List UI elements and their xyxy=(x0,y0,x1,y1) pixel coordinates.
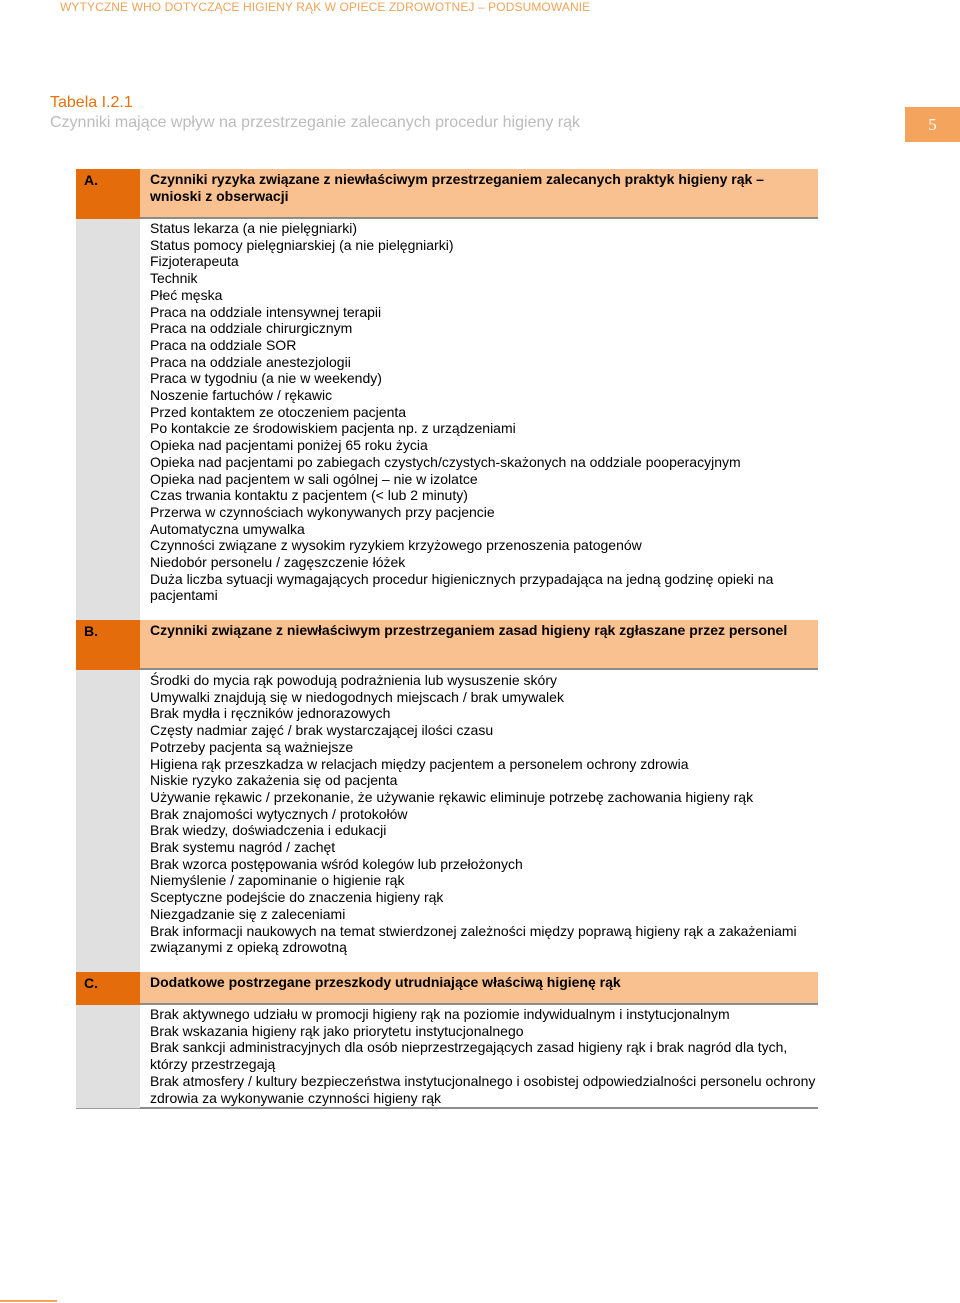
list-item: Brak atmosfery / kultury bezpieczeństwa instytucjonalnego i osobistej odpowiedzialności personelu ochrony zdrowia za wykonywanie czynności higieny rąk xyxy=(150,1072,816,1106)
list-item: Noszenie fartuchów / rękawic xyxy=(150,387,333,404)
list-item: Niezgadzanie się z zaleceniami xyxy=(150,905,346,922)
list-item: Automatyczna umywalka xyxy=(150,520,305,537)
list-item: Brak wzorca postępowania wśród kolegów lub przełożonych xyxy=(150,855,523,872)
list-item: Przed kontaktem ze otoczeniem pacjenta xyxy=(150,403,407,420)
section-b-header: Czynniki związane z niewłaściwym przestrzeganiem zasad higieny rąk zgłaszane przez personel xyxy=(140,620,818,670)
list-item: Praca na oddziale SOR xyxy=(150,336,297,353)
list-item: Płeć męska xyxy=(150,286,223,303)
list-item: Technik xyxy=(150,270,198,287)
list-item: Niemyślenie / zapominanie o higienie rąk xyxy=(150,872,405,889)
list-item: Przerwa w czynnościach wykonywanych przy pacjencie xyxy=(150,503,495,520)
section-a-header: Czynniki ryzyka związane z niewłaściwym przestrzeganiem zalecanych praktyk higieny rąk – wnioski z obserwacji xyxy=(140,169,818,219)
list-item: Używanie rękawic / przekonanie, że używanie rękawic eliminuje potrzebę zachowania higieny rąk xyxy=(150,788,754,805)
list-item: Brak znajomości wytycznych / protokołów xyxy=(150,805,408,822)
list-item: Brak aktywnego udziału w promocji higieny rąk na poziomie indywidualnym i instytucjonalnym xyxy=(150,1006,730,1022)
list-item: Brak informacji naukowych na temat stwierdzonej zależności między poprawą higieny rąk a zakażeniami związanymi z opieką zdrowotną xyxy=(150,922,797,956)
list-item: Opieka nad pacjentem w sali ogólnej – nie w izolatce xyxy=(150,470,478,487)
left-strip-rule xyxy=(76,1108,140,1109)
list-item: Po kontakcie ze środowiskiem pacjenta np. z urządzeniami xyxy=(150,420,516,437)
list-item: Czas trwania kontaktu z pacjentem (< lub 2 minuty) xyxy=(150,487,468,504)
page-number: 5 xyxy=(905,107,960,142)
list-item: Praca na oddziale anestezjologii xyxy=(150,353,351,370)
list-item: Brak wiedzy, doświadczenia i edukacji xyxy=(150,822,387,839)
list-item: Praca na oddziale intensywnej terapii xyxy=(150,303,382,320)
list-item: Praca w tygodniu (a nie w weekendy) xyxy=(150,370,382,387)
list-item: Niskie ryzyko zakażenia się od pacjenta xyxy=(150,772,398,789)
section-b-list xyxy=(150,672,818,956)
list-item: Opieka nad pacjentami po zabiegach czystych/czystych-skażonych na oddziale pooperacyjnym xyxy=(150,453,741,470)
list-item: Brak wskazania higieny rąk jako priorytetu instytucjonalnego xyxy=(150,1022,524,1039)
list-item: Niedobór personelu / zagęszczenie łóżek xyxy=(150,554,406,571)
table-label: Tabela I.2.1 xyxy=(50,94,133,111)
list-item: Status lekarza (a nie pielęgniarki) xyxy=(150,220,357,236)
section-a-letter: A. xyxy=(76,169,140,219)
list-item: Praca na oddziale chirurgicznym xyxy=(150,320,353,337)
list-item: Sceptyczne podejście do znaczenia higieny rąk xyxy=(150,889,444,906)
list-item: Brak mydła i ręczników jednorazowych xyxy=(150,705,391,722)
list-item: Duża liczba sytuacji wymagających procedur higienicznych przypadająca na jedną godzinę opieki na pacjentami xyxy=(150,570,774,604)
section-c-list xyxy=(150,1006,818,1106)
list-item: Higiena rąk przeszkadza w relacjach między pacjentem a personelem ochrony zdrowia xyxy=(150,755,689,772)
running-header: WYTYCZNE WHO DOTYCZĄCE HIGIENY RĄK W OPIECE ZDROWOTNEJ – PODSUMOWANIE xyxy=(60,0,591,14)
table-caption xyxy=(50,93,580,133)
list-item: Potrzeby pacjenta są ważniejsze xyxy=(150,738,354,755)
list-item: Środki do mycia rąk powodują podrażnienia lub wysuszenie skóry xyxy=(150,672,557,688)
list-item: Status pomocy pielęgniarskiej (a nie pielęgniarki) xyxy=(150,236,454,253)
section-a-list xyxy=(150,220,818,604)
section-c-letter: C. xyxy=(76,972,140,1005)
section-c-header: Dodatkowe postrzegane przeszkody utrudniające właściwą higienę rąk xyxy=(140,972,818,1005)
table-bottom-rule xyxy=(140,1107,818,1109)
list-item: Brak sankcji administracyjnych dla osób nieprzestrzegających zasad higieny rąk i brak nagród dla tych, którzy przestrzegają xyxy=(150,1039,788,1073)
list-item: Umywalki znajdują się w niedogodnych miejscach / brak umywalek xyxy=(150,688,564,705)
section-b-letter: B. xyxy=(76,620,140,670)
list-item: Częsty nadmiar zajęć / brak wystarczającej ilości czasu xyxy=(150,722,494,739)
list-item: Czynności związane z wysokim ryzykiem krzyżowego przenoszenia patogenów xyxy=(150,537,642,554)
list-item: Brak systemu nagród / zachęt xyxy=(150,839,336,856)
list-item: Fizjoterapeuta xyxy=(150,253,239,270)
table-title: Czynniki mające wpływ na przestrzeganie zalecanych procedur higieny rąk xyxy=(50,114,581,131)
footer-accent-line xyxy=(0,1300,57,1302)
list-item: Opieka nad pacjentami poniżej 65 roku życia xyxy=(150,437,428,454)
